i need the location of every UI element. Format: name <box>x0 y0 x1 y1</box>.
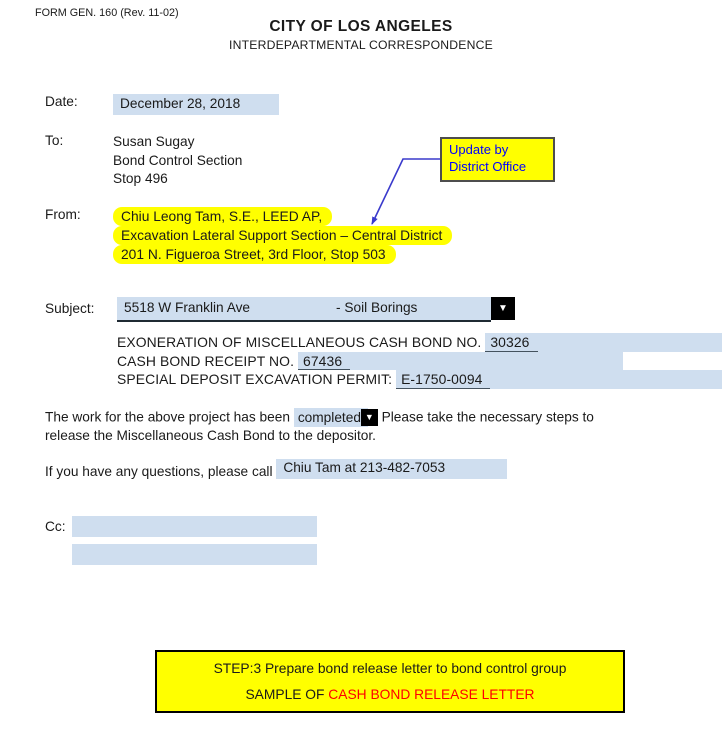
receipt-number-field[interactable]: 67436 <box>298 352 350 371</box>
from-label: From: <box>45 207 81 222</box>
subject-field[interactable] <box>117 297 491 322</box>
from-line-highlighted[interactable]: 201 N. Figueroa Street, 3rd Floor, Stop 503 <box>113 245 396 264</box>
subject-value-address: 5518 W Franklin Ave <box>124 300 251 315</box>
work-status-dropdown-button[interactable] <box>361 409 378 426</box>
bond-number-row <box>117 333 722 352</box>
from-address <box>113 207 452 264</box>
to-line: Stop 496 <box>113 171 168 186</box>
chevron-down-icon: ▼ <box>498 303 508 314</box>
work-text-prefix: The work for the above project has been <box>45 409 294 425</box>
contact-field[interactable]: Chiu Tam at 213-482-7053 <box>276 459 507 479</box>
document-header <box>0 18 722 52</box>
questions-text: If you have any questions, please call <box>45 464 277 479</box>
from-line-highlighted[interactable]: Excavation Lateral Support Section – Central District <box>113 226 452 245</box>
receipt-number-row <box>117 352 623 371</box>
cc-label: Cc: <box>45 519 66 534</box>
chevron-down-icon: ▼ <box>364 412 374 423</box>
permit-number-field-extension[interactable] <box>490 370 722 389</box>
subject-dropdown[interactable] <box>117 297 515 322</box>
callout-line: Update by <box>449 142 509 157</box>
from-row <box>45 207 452 264</box>
work-status-field[interactable]: completed <box>294 408 368 427</box>
receipt-number-label: CASH BOND RECEIPT NO. <box>117 352 299 369</box>
step-instruction-box <box>155 650 625 713</box>
permit-number-field[interactable]: E-1750-0094 <box>396 370 490 389</box>
receipt-number-field-extension[interactable] <box>350 352 623 371</box>
work-status-dropdown[interactable] <box>294 408 378 427</box>
page-title: CITY OF LOS ANGELES <box>269 18 453 35</box>
subject-label: Subject: <box>45 301 95 316</box>
work-status-paragraph <box>45 408 722 445</box>
bond-number-label: EXONERATION OF MISCELLANEOUS CASH BOND NO. <box>117 334 486 350</box>
date-row <box>45 94 279 115</box>
form-number: FORM GEN. 160 (Rev. 11-02) <box>35 7 179 19</box>
to-address <box>113 133 242 189</box>
date-label: Date: <box>45 94 78 109</box>
cc-field-2[interactable] <box>72 544 317 565</box>
step-instruction-text: STEP:3 Prepare bond release letter to bond control group <box>213 661 567 676</box>
callout-line: District Office <box>449 158 527 174</box>
sample-title-highlight: CASH BOND RELEASE LETTER <box>328 687 535 702</box>
page-subtitle: INTERDEPARTMENTAL CORRESPONDENCE <box>229 38 493 52</box>
subject-value-type: - Soil Borings <box>336 300 418 315</box>
to-label: To: <box>45 133 64 148</box>
cc-field-1[interactable] <box>72 516 317 537</box>
bond-reference-block <box>117 333 722 389</box>
to-row <box>45 133 242 189</box>
questions-line <box>45 459 507 479</box>
sample-title-line <box>157 687 623 702</box>
sample-title-prefix: SAMPLE OF <box>245 687 329 702</box>
date-field[interactable]: December 28, 2018 <box>113 94 279 115</box>
work-text-suffix: Please take the necessary steps to <box>377 409 594 425</box>
from-line-highlighted[interactable]: Chiu Leong Tam, S.E., LEED AP, <box>113 207 332 226</box>
to-line: Susan Sugay <box>113 134 195 149</box>
work-text-line2: release the Miscellaneous Cash Bond to the depositor. <box>45 428 376 443</box>
bond-number-field-extension[interactable] <box>538 333 722 352</box>
update-by-district-office-callout <box>440 137 555 182</box>
permit-number-row <box>117 370 722 389</box>
bond-number-field[interactable]: 30326 <box>485 333 537 352</box>
permit-number-label: SPECIAL DEPOSIT EXCAVATION PERMIT: <box>117 371 397 388</box>
to-line: Bond Control Section <box>113 152 243 168</box>
subject-dropdown-button[interactable] <box>491 297 515 320</box>
